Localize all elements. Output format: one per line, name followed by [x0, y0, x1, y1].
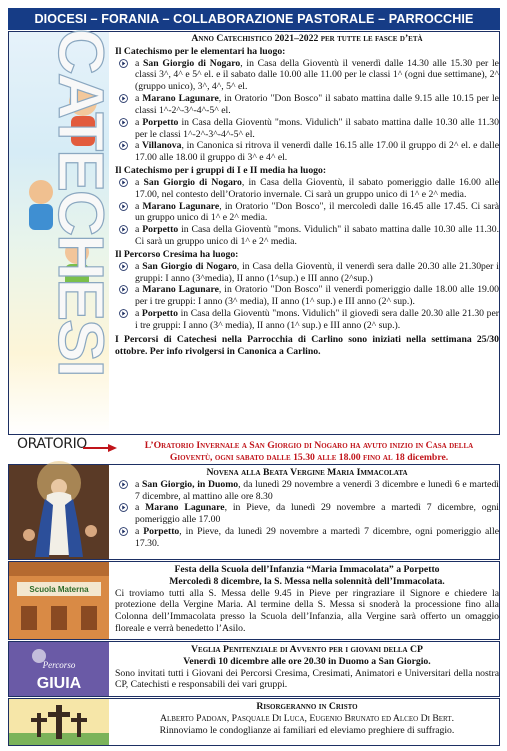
- risorgeranno-section: [8, 698, 500, 746]
- novena-title: Novena alla Beata Vergine Maria Immacolata: [206, 467, 408, 478]
- item-text: , in Oratorio "Don Bosco" il venerdì pomeriggio dalle 18.00 alle 19.00 per i tre gruppi: I anno (3^ media), II anno (1^ sup.) e III anno (2^ sup.).: [135, 284, 499, 308]
- item-text: , in Pieve, da lunedì 29 novembre a martedì 7 dicembre, ogni pomeriggio alle 17.30.: [135, 526, 499, 549]
- list-item: a Porpetto in Casa della Gioventù "mons. Vidulich" il giovedì sera dalle 20.30 alle 21.30 per i tre gruppi: I anno (3^ media), II anno (1^ sup.) e III anno (2^ sup.).: [115, 308, 499, 332]
- veglia-section: [8, 641, 500, 697]
- arrow-bullet-icon: [119, 503, 128, 512]
- red-arrow-icon: [82, 443, 118, 453]
- place-name: Marano Lagunare: [142, 200, 220, 212]
- arrow-bullet-icon: [119, 59, 128, 68]
- three-crosses-icon: [9, 699, 109, 745]
- asilo-picture: [9, 562, 109, 639]
- catechesi-artwork: [9, 28, 117, 452]
- asilo-image: [9, 562, 109, 639]
- arrow-bullet-icon: [119, 262, 128, 271]
- risorgeranno-names: Alberto Padoan, Pasquale Di Luca, Eugenio Brunato ed Alceo Di Bert.: [159, 712, 455, 724]
- arrow-bullet-icon: [119, 285, 128, 294]
- place-name: San Giorgio, in Duomo: [142, 478, 239, 490]
- oratorio-notice: [118, 440, 500, 464]
- veglia-subtitle: Venerdì 10 dicembre alle ore 20.30 in Duomo a San Giorgio.: [183, 655, 431, 667]
- item-text: in Casa della Gioventù "mons. Vidulich" il sabato mattina dalle 10.30 alle 11.30 per le classi 1^-2^-3^-4^-5^ el.: [135, 116, 499, 140]
- novena-list: [115, 479, 499, 550]
- veglia-logo: [9, 642, 109, 696]
- item-text: , in Oratorio "Don Bosco" il sabato mattina dalle 9.15 alle 10.15 per le classi 1^-2^-3^-4^-5^ el.: [135, 93, 499, 116]
- risorgeranno-title: Risorgeranno in Cristo: [256, 701, 358, 712]
- catechesi-art-text: [13, 28, 117, 376]
- arrow-bullet-icon: [119, 225, 128, 234]
- arrow-bullet-icon: [119, 141, 128, 150]
- item-text: in Casa della Gioventù "mons. Vidulich" il sabato mattina dalle 10.30 alle 11.30. Ci sarà un gruppo unico di 1^ e 2^ media.: [135, 224, 499, 248]
- arrow-bullet-icon: [119, 94, 128, 103]
- arrow-bullet-icon: [119, 178, 128, 187]
- cresima-list: [115, 261, 499, 332]
- media-heading: Il Catechismo per i gruppi di I e II media ha luogo:: [115, 165, 327, 177]
- list-item: a Porpetto in Casa della Gioventù "mons. Vidulich" il sabato mattina dalle 10.30 alle 11.30. Ci sarà un gruppo unico di 1^ e 2^ media.: [115, 224, 499, 248]
- place-name: Marano Lagunare: [145, 502, 225, 514]
- place-name: Porpetto: [141, 308, 178, 320]
- place-name: Villanova: [141, 140, 182, 152]
- veglia-title: Veglia Penitenziale di Avvento per i giovani della CP: [191, 644, 423, 655]
- place-name: Porpetto: [142, 116, 179, 128]
- svg-text:CATECHESI: CATECHESI: [45, 28, 117, 376]
- item-text: , in Casa della Gioventù, il venerdì sera dalle 20.30 alle 21.30per i gruppi: I anno (3^media), II anno (1^sup.) e III anno (2^sup.): [135, 260, 499, 284]
- cresima-heading: Il Percorso Cresima ha luogo:: [115, 248, 239, 260]
- carlino-note: I Percorsi di Catechesi nella Parrocchia di Carlino sono iniziati nella settimana 25/30 ottobre. Per info rivolgersi in Canonica a Carlino.: [115, 333, 499, 357]
- place-name: Porpetto: [143, 526, 180, 538]
- madonna-image: [9, 465, 109, 559]
- list-item: a San Giorgio di Nogaro, in Casa della Gioventù il venerdì dalle 14.30 alle 15.30 per le classi 3^, 4^ e 5^ el. e il sabato dalle 10.00 alle 11.00 per le classi 1^ (ogni due settimane), 2^ (gruppo unico), 3^, 4^, 5^ el.: [115, 58, 499, 93]
- list-item: a Marano Lagunare, in Oratorio "Don Bosco" il sabato mattina dalle 9.15 alle 10.15 per le classi 1^-2^-3^-4^-5^ el.: [115, 93, 499, 117]
- festa-body: Ci troviamo tutti alla S. Messa delle 9.45 in Pieve per ringraziare il Signore e chiedere la protezione della Vergine Maria. Al termine della S. Messa si snoderà la processione fino alla Colonna dell’Immacolata presso la Scuola dell’Infanzia, alla Vergine sarà offerto un omaggio floreale e verrà benedetto l’Asilo.: [115, 587, 499, 635]
- media-list: [115, 177, 499, 248]
- item-text: , in Casa della Gioventù, il sabato pomeriggio dalle 16.00 alle 17.00, nel contesto dell’Oratorio invernale. Ci sarà un gruppo unico di 1^ e 2^ media.: [135, 176, 499, 200]
- elementari-heading: Il Catechismo per le elementari ha luogo:: [115, 45, 286, 57]
- novena-content: [115, 467, 499, 550]
- festa-content: [115, 564, 499, 635]
- list-item: a Porpetto in Casa della Gioventù "mons. Vidulich" il sabato mattina dalle 10.30 alle 11.30 per le classi 1^-2^-3^-4^-5^ el.: [115, 117, 499, 141]
- veglia-body: Sono invitati tutti i Giovani dei Percorsi Cresima, Cresimati, Animatori e Universitari della nostra CP, Catechisti e responsabili dei vari gruppi.: [115, 667, 499, 691]
- item-text: , da lunedì 29 novembre a venerdì 3 dicembre e lunedì 6 e martedì 7 dicembre, al mattino alle ore 8.30: [135, 478, 499, 502]
- oratorio-notice-line2: Gioventù, ogni sabato dalle 15.30 alle 18.00 fino al 18 dicembre.: [169, 452, 449, 464]
- list-item: a Marano Lagunare, in Oratorio "Don Bosco", il mercoledì dalle 16.45 alle 17.45. Ci sarà un gruppo unico di 1^ e 2^ media.: [115, 201, 499, 225]
- elementari-list: [115, 58, 499, 164]
- festa-subtitle: Mercoledì 8 dicembre, la S. Messa nella solennità dell’Immacolata.: [169, 575, 445, 587]
- place-name: Marano Lagunare: [142, 284, 219, 296]
- veglia-logo-top: Percorso: [42, 660, 76, 670]
- place-name: San Giorgio di Nogaro: [142, 260, 237, 272]
- list-item: a Marano Lagunare, in Pieve, da lunedì 29 novembre a martedì 7 dicembre, ogni pomeriggio alle 17.00: [115, 502, 499, 526]
- item-text: , in Canonica si ritrova il venerdì dalle 16.15 alle 17.00 il gruppo di 2^ el. e dalle 17.00 alle 18.00 il gruppo di 3^ e 4^ el.: [135, 140, 499, 164]
- madonna-picture: [9, 465, 109, 559]
- festa-title: Festa della Scuola dell’Infanzia “Maria Immacolata” a Porpetto: [174, 564, 440, 575]
- arrow-bullet-icon: [119, 309, 128, 318]
- risorgeranno-body: Rinnoviamo le condoglianze ai familiari ed eleviamo preghiere di suffragio.: [159, 724, 455, 736]
- catechesi-title: Anno Catechistico 2021–2022 per tutte le fasce d’età: [191, 33, 423, 44]
- list-item: a San Giorgio di Nogaro, in Casa della Gioventù, il venerdì sera dalle 20.30 alle 21.30per i gruppi: I anno (3^media), II anno (1^sup.) e III anno (2^sup.): [115, 261, 499, 285]
- crosses-image: [9, 699, 109, 745]
- asilo-sign: Scuola Materna: [29, 585, 89, 594]
- place-name: San Giorgio di Nogaro: [143, 176, 242, 188]
- veglia-content: [115, 644, 499, 691]
- place-name: Marano Lagunare: [142, 93, 219, 105]
- veglia-logo-art: [9, 642, 109, 696]
- arrow-bullet-icon: [119, 118, 128, 127]
- list-item: a Villanova, in Canonica si ritrova il venerdì dalle 16.15 alle 17.00 il gruppo di 2^ el. e dalle 17.00 alle 18.00 il gruppo di 3^ e 4^ el.: [115, 140, 499, 164]
- place-name: San Giorgio di Nogaro: [143, 57, 241, 69]
- place-name: Porpetto: [142, 224, 179, 236]
- item-text: , in Casa della Gioventù il venerdì dalle 14.30 alle 15.30 per le classi 3^, 4^ e 5^ el. e il sabato dalle 10.00 alle 11.00 per le classi 1^ (ogni due settimane), 2^ (gruppo unico), 3^, 4^, 5^ el.: [135, 57, 499, 93]
- list-item: a San Giorgio, in Duomo, da lunedì 29 novembre a venerdì 3 dicembre e lunedì 6 e martedì 7 dicembre, al mattino alle ore 8.30: [115, 479, 499, 503]
- oratorio-notice-line1: L’Oratorio Invernale a San Giorgio di Nogaro ha avuto inizio in Casa della: [144, 440, 474, 451]
- list-item: a San Giorgio di Nogaro, in Casa della Gioventù, il sabato pomeriggio dalle 16.00 alle 17.00, nel contesto dell’Oratorio invernale. Ci sarà un gruppo unico di 1^ e 2^ media.: [115, 177, 499, 201]
- item-text: , in Oratorio "Don Bosco", il mercoledì dalle 16.45 alle 17.45. Ci sarà un gruppo unico di 1^ e 2^ media.: [135, 200, 499, 224]
- catechesi-content: [115, 32, 499, 357]
- novena-section: [8, 464, 500, 560]
- veglia-logo-bottom: GIUIA: [36, 675, 82, 692]
- list-item: a Porpetto, in Pieve, da lunedì 29 novembre a martedì 7 dicembre, ogni pomeriggio alle 17.30.: [115, 526, 499, 550]
- festa-section: [8, 561, 500, 640]
- item-text: in Casa della Gioventù "mons. Vidulich" il giovedì sera dalle 20.30 alle 21.30 per i tre gruppi: I anno (3^ media), II anno (1^ sup.) e III anno (2^ sup.).: [135, 308, 499, 331]
- page-header: DIOCESI – FORANIA – COLLABORAZIONE PASTORALE – PARROCCHIE: [8, 8, 500, 30]
- item-text: , in Pieve, da lunedì 29 novembre a martedì 7 dicembre, ogni pomeriggio alle 17.00: [135, 502, 499, 526]
- risorgeranno-content: [115, 701, 499, 736]
- oratorio-label: ORATORIO: [17, 436, 87, 452]
- arrow-bullet-icon: [119, 480, 128, 489]
- list-item: a Marano Lagunare, in Oratorio "Don Bosco" il venerdì pomeriggio dalle 18.00 alle 19.00 per i tre gruppi: I anno (3^ media), II anno (1^ sup.) e III anno (2^ sup.).: [115, 284, 499, 308]
- arrow-bullet-icon: [119, 202, 128, 211]
- arrow-bullet-icon: [119, 527, 128, 536]
